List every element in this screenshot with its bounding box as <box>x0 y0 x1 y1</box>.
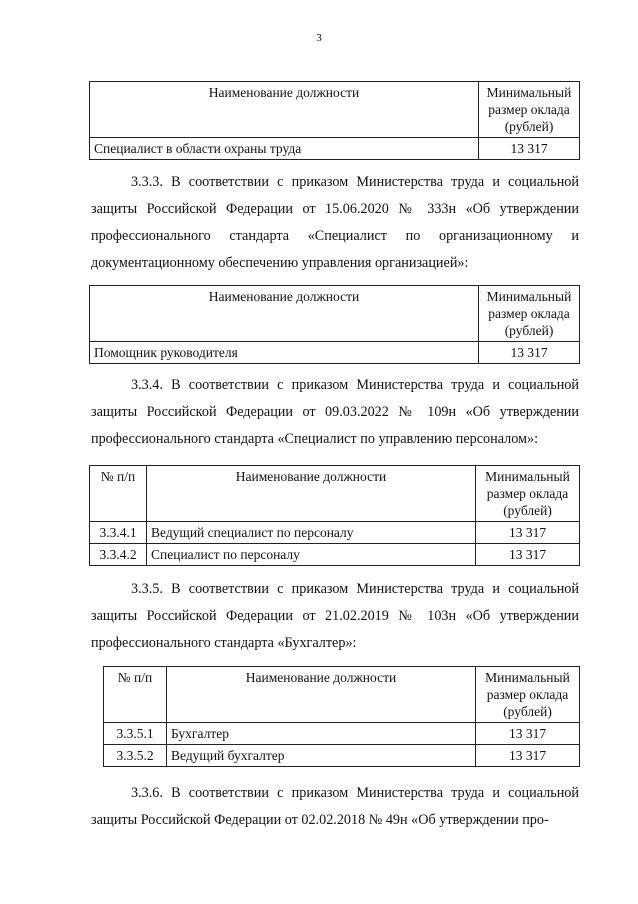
salary-value: 13 317 <box>479 342 580 364</box>
row-number: 3.3.4.1 <box>90 522 147 544</box>
table-row <box>104 723 580 745</box>
position-name: Помощник руководителя <box>90 342 479 364</box>
table-header-row <box>104 667 580 723</box>
table-header-row <box>90 466 580 522</box>
table-row <box>90 342 580 364</box>
header-position-name: Наименование должности <box>147 466 476 522</box>
header-min-salary: Минимальный размер оклада (рублей) <box>479 82 580 138</box>
position-name: Ведущий специалист по персоналу <box>147 522 476 544</box>
paragraph-3-3-4: 3.3.4. В соответствии с приказом Министерства труда и социальной защиты Российской Федерации от 09.03.2022 № 109н «Об утверждении профессионального стандарта «Специалист по управлению персоналом»: <box>91 377 579 447</box>
header-row-number: № п/п <box>104 667 167 723</box>
position-name: Ведущий бухгалтер <box>167 745 476 767</box>
salary-value: 13 317 <box>476 723 580 745</box>
header-position-name: Наименование должности <box>167 667 476 723</box>
header-min-salary: Минимальный размер оклада (рублей) <box>476 466 580 522</box>
header-position-name: Наименование должности <box>90 286 479 342</box>
table-header-row <box>90 82 580 138</box>
header-min-salary: Минимальный размер оклада (рублей) <box>479 286 580 342</box>
row-number: 3.3.4.2 <box>90 544 147 566</box>
table-row <box>90 544 580 566</box>
header-min-salary: Минимальный размер оклада (рублей) <box>476 667 580 723</box>
position-name: Специалист в области охраны труда <box>90 138 479 160</box>
paragraph-3-3-6: 3.3.6. В соответствии с приказом Министерства труда и социальной защиты Российской Федерации от 02.02.2018 № 49н «Об утверждении про- <box>91 785 579 828</box>
salary-value: 13 317 <box>479 138 580 160</box>
table-header-row <box>90 286 580 342</box>
position-name: Специалист по персоналу <box>147 544 476 566</box>
table-row <box>90 522 580 544</box>
header-position-name: Наименование должности <box>90 82 479 138</box>
position-name: Бухгалтер <box>167 723 476 745</box>
paragraph-3-3-3: 3.3.3. В соответствии с приказом Министерства труда и социальной защиты Российской Федерации от 15.06.2020 № 333н «Об утверждении профессионального стандарта «Специалист по организационному и документационному обеспечению управления организацией»: <box>91 174 579 271</box>
salary-value: 13 317 <box>476 745 580 767</box>
row-number: 3.3.5.2 <box>104 745 167 767</box>
header-row-number: № п/п <box>90 466 147 522</box>
salary-table-1 <box>89 81 580 160</box>
salary-value: 13 317 <box>476 544 580 566</box>
salary-table-3 <box>89 465 580 566</box>
salary-table-2 <box>89 285 580 364</box>
paragraph-3-3-5: 3.3.5. В соответствии с приказом Министерства труда и социальной защиты Российской Федерации от 21.02.2019 № 103н «Об утверждении профессионального стандарта «Бухгалтер»: <box>91 581 579 651</box>
salary-table-4 <box>103 666 580 767</box>
row-number: 3.3.5.1 <box>104 723 167 745</box>
table-row <box>104 745 580 767</box>
table-row <box>90 138 580 160</box>
page-number: 3 <box>316 32 322 44</box>
salary-value: 13 317 <box>476 522 580 544</box>
